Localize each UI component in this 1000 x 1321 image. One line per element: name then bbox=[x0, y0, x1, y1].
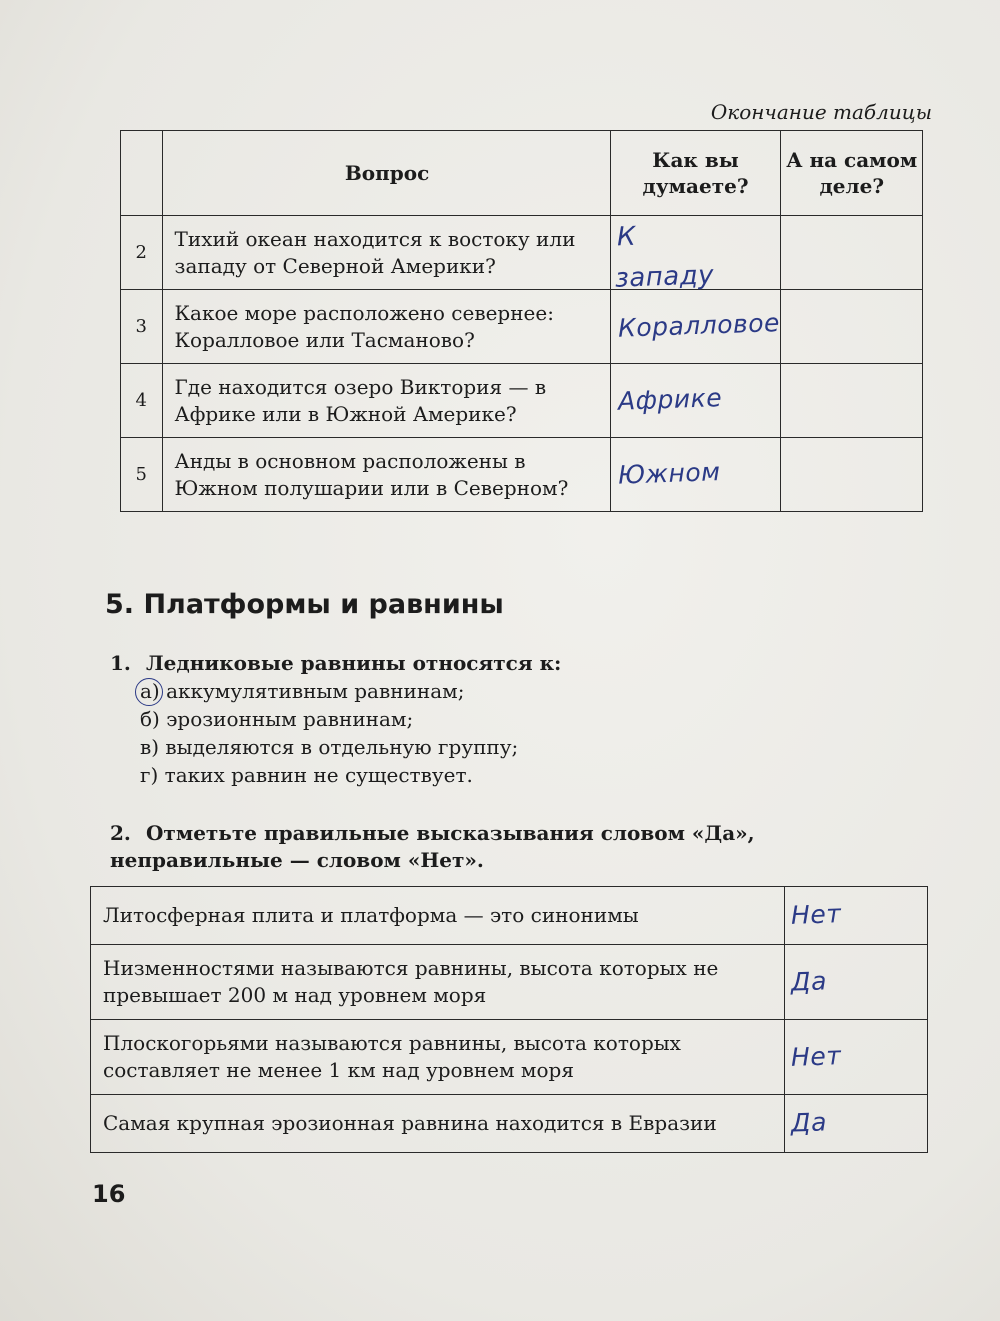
row-answer-cell[interactable] bbox=[610, 364, 781, 438]
task-2-prompt bbox=[110, 820, 930, 874]
row-fact-cell[interactable] bbox=[781, 290, 923, 364]
option-label: в) выделяются в отдельную группу; bbox=[140, 735, 519, 759]
row-question: Какое море расположено севернее: Коралловое или Тасманово? bbox=[162, 290, 610, 364]
table-row bbox=[91, 887, 928, 945]
row-number: 3 bbox=[121, 290, 163, 364]
table-row bbox=[121, 438, 923, 512]
task-1-prompt bbox=[110, 650, 561, 677]
table-row bbox=[91, 1020, 928, 1095]
header-num bbox=[121, 131, 163, 216]
section-title: 5. Платформы и равнины bbox=[105, 589, 504, 620]
row-answer-cell[interactable] bbox=[610, 438, 781, 512]
row-answer-cell[interactable] bbox=[610, 216, 781, 294]
handwritten-mark: Да bbox=[790, 965, 828, 997]
table-caption: Окончание таблицы bbox=[710, 100, 932, 124]
table-row bbox=[91, 1095, 928, 1153]
row-number: 5 bbox=[121, 438, 163, 512]
handwritten-mark: Да bbox=[790, 1107, 828, 1138]
row-answer-cell[interactable] bbox=[610, 290, 781, 364]
task-number: 1. bbox=[110, 651, 131, 675]
selection-circle-icon bbox=[135, 678, 163, 706]
header-guess: Как вы думаете? bbox=[610, 131, 781, 216]
handwritten-answer: Южном bbox=[617, 457, 721, 490]
handwritten-mark: Нет bbox=[790, 899, 842, 930]
table-row bbox=[121, 364, 923, 438]
handwritten-answer: Африке bbox=[617, 383, 723, 416]
mark-cell[interactable] bbox=[784, 1095, 927, 1153]
header-fact: А на самом деле? bbox=[781, 131, 923, 216]
table-header-row bbox=[121, 131, 923, 216]
statements-table bbox=[90, 886, 928, 1153]
option-a[interactable] bbox=[140, 677, 518, 705]
task-text: Отметьте правильные высказывания словом «Да», неправильные — словом «Нет». bbox=[110, 821, 755, 872]
handwritten-answer: Коралловое bbox=[617, 308, 780, 343]
option-b[interactable] bbox=[140, 705, 518, 733]
row-fact-cell[interactable] bbox=[781, 364, 923, 438]
statement-text: Литосферная плита и платформа — это синонимы bbox=[91, 887, 785, 945]
handwritten-answer: западу bbox=[614, 260, 715, 294]
task-1-options bbox=[140, 677, 518, 789]
questions-table bbox=[120, 130, 923, 512]
row-question: Тихий океан находится к востоку или западу от Северной Америки? bbox=[162, 216, 610, 290]
handwritten-mark: Нет bbox=[790, 1040, 842, 1072]
mark-cell[interactable] bbox=[784, 887, 927, 945]
row-question: Анды в основном расположены в Южном полушарии или в Северном? bbox=[162, 438, 610, 512]
statement-text: Низменностями называются равнины, высота которых не превышает 200 м над уровнем моря bbox=[91, 945, 785, 1020]
row-question: Где находится озеро Виктория — в Африке или в Южной Америке? bbox=[162, 364, 610, 438]
statement-text: Плоскогорьями называются равнины, высота которых составляет не менее 1 км над уровнем моря bbox=[91, 1020, 785, 1095]
row-number: 2 bbox=[121, 216, 163, 290]
option-label: а) аккумулятивным равнинам; bbox=[140, 679, 465, 703]
option-label: г) таких равнин не существует. bbox=[140, 763, 473, 787]
table-row bbox=[121, 216, 923, 290]
task-text: Ледниковые равнины относятся к: bbox=[146, 651, 562, 675]
statement-text: Самая крупная эрозионная равнина находится в Евразии bbox=[91, 1095, 785, 1153]
mark-cell[interactable] bbox=[784, 945, 927, 1020]
row-number: 4 bbox=[121, 364, 163, 438]
task-number: 2. bbox=[110, 821, 131, 845]
table-row bbox=[121, 290, 923, 364]
option-d[interactable] bbox=[140, 761, 518, 789]
row-fact-cell[interactable] bbox=[781, 438, 923, 512]
handwritten-answer: К bbox=[616, 221, 637, 253]
row-fact-cell[interactable] bbox=[781, 216, 923, 290]
page-number: 16 bbox=[92, 1180, 126, 1208]
table-row bbox=[91, 945, 928, 1020]
option-label: б) эрозионным равнинам; bbox=[140, 707, 414, 731]
option-c[interactable] bbox=[140, 733, 518, 761]
header-question: Вопрос bbox=[162, 131, 610, 216]
mark-cell[interactable] bbox=[784, 1020, 927, 1095]
